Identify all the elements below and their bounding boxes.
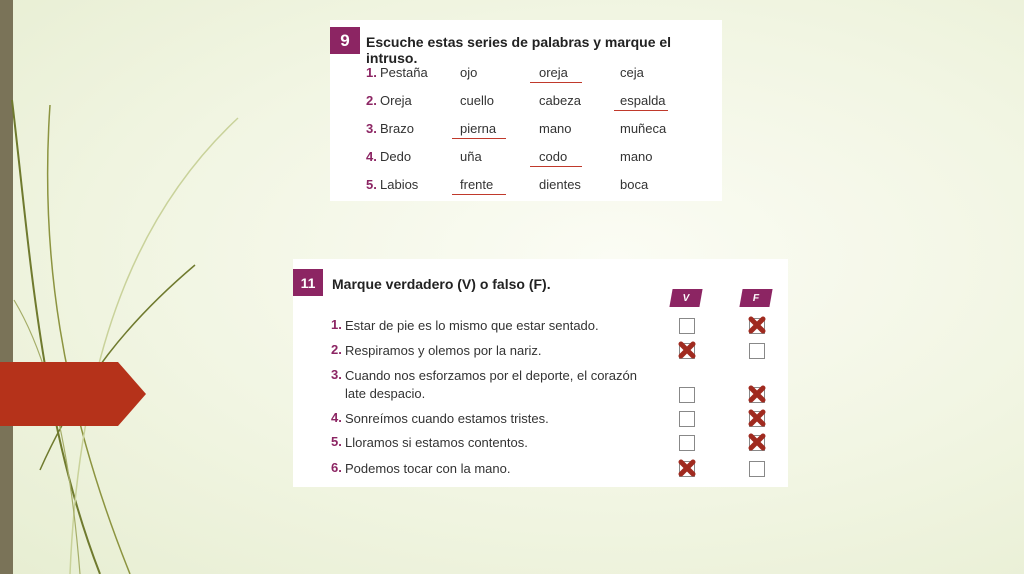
word-option: oreja — [539, 65, 568, 80]
word-row — [330, 177, 722, 197]
true-checkbox[interactable] — [679, 435, 695, 451]
exercise-9-card — [330, 20, 722, 201]
exercise-11-card — [293, 259, 788, 487]
x-mark-icon — [747, 432, 767, 452]
x-mark-icon — [747, 408, 767, 428]
false-column-header: F — [739, 289, 772, 307]
row-number: 5. — [366, 177, 377, 192]
statement-text: Estar de pie es lo mismo que estar sentado. — [345, 318, 599, 333]
false-checkbox[interactable] — [749, 461, 765, 477]
word-option: muñeca — [620, 121, 667, 136]
intruder-underline — [614, 110, 668, 111]
true-checkbox[interactable] — [679, 411, 695, 427]
x-mark-icon — [677, 340, 697, 360]
word-row — [330, 149, 722, 169]
x-mark-icon — [747, 384, 767, 404]
intruder-underline — [452, 138, 506, 139]
statement-number: 2. — [331, 342, 342, 357]
statement-row — [293, 410, 788, 430]
statement-row — [293, 317, 788, 337]
word-option: dientes — [539, 177, 581, 192]
true-checkbox[interactable] — [679, 343, 695, 359]
row-number: 1. — [366, 65, 377, 80]
word-option: cuello — [460, 93, 494, 108]
word-row — [330, 65, 722, 85]
word-option: codo — [539, 149, 568, 164]
arrow-tab-shape — [0, 362, 146, 426]
word-option: cabeza — [539, 93, 581, 108]
decorative-grass-lines — [0, 0, 260, 574]
statement-text: Respiramos y olemos por la nariz. — [345, 343, 542, 358]
row-number: 4. — [366, 149, 377, 164]
statement-number: 6. — [331, 460, 342, 475]
statement-row — [293, 434, 788, 454]
word-row — [330, 121, 722, 141]
word-option: ceja — [620, 65, 644, 80]
statement-number: 4. — [331, 410, 342, 425]
row-label: Brazo — [380, 121, 414, 136]
statement-text: Podemos tocar con la mano. — [345, 461, 511, 476]
word-option: uña — [460, 149, 482, 164]
statement-text: Cuando nos esforzamos por el deporte, el corazón late despacio. — [345, 368, 637, 401]
word-option: mano — [539, 121, 572, 136]
x-mark-icon — [747, 315, 767, 335]
true-column-header: V — [669, 289, 702, 307]
statement-number: 5. — [331, 434, 342, 449]
word-row — [330, 93, 722, 113]
false-checkbox[interactable] — [749, 387, 765, 403]
word-option: frente — [460, 177, 494, 192]
row-number: 2. — [366, 93, 377, 108]
exercise-title: Escuche estas series de palabras y marque el intruso. — [366, 34, 672, 66]
row-label: Dedo — [380, 149, 412, 164]
exercise-number-badge: 9 — [330, 27, 360, 54]
word-option: mano — [620, 149, 653, 164]
statement-row — [293, 367, 788, 407]
statement-text: Lloramos si estamos contentos. — [345, 435, 528, 450]
true-checkbox[interactable] — [679, 461, 695, 477]
false-checkbox[interactable] — [749, 435, 765, 451]
statement-text: Sonreímos cuando estamos tristes. — [345, 411, 549, 426]
false-checkbox[interactable] — [749, 411, 765, 427]
statement-number: 1. — [331, 317, 342, 332]
word-option: ojo — [460, 65, 478, 80]
false-checkbox[interactable] — [749, 318, 765, 334]
true-checkbox[interactable] — [679, 318, 695, 334]
true-checkbox[interactable] — [679, 387, 695, 403]
row-label: Oreja — [380, 93, 412, 108]
exercise-number-badge: 11 — [293, 269, 323, 296]
x-mark-icon — [677, 458, 697, 478]
word-option: boca — [620, 177, 649, 192]
statement-number: 3. — [331, 367, 342, 382]
intruder-underline — [530, 166, 582, 167]
statement-row — [293, 342, 788, 362]
row-label: Labios — [380, 177, 419, 192]
word-option: espalda — [620, 93, 666, 108]
intruder-underline — [530, 82, 582, 83]
statement-row — [293, 460, 788, 480]
row-number: 3. — [366, 121, 377, 136]
exercise-title: Marque verdadero (V) o falso (F). — [332, 276, 551, 292]
word-option: pierna — [460, 121, 497, 136]
intruder-underline — [452, 194, 506, 195]
row-label: Pestaña — [380, 65, 428, 80]
false-checkbox[interactable] — [749, 343, 765, 359]
